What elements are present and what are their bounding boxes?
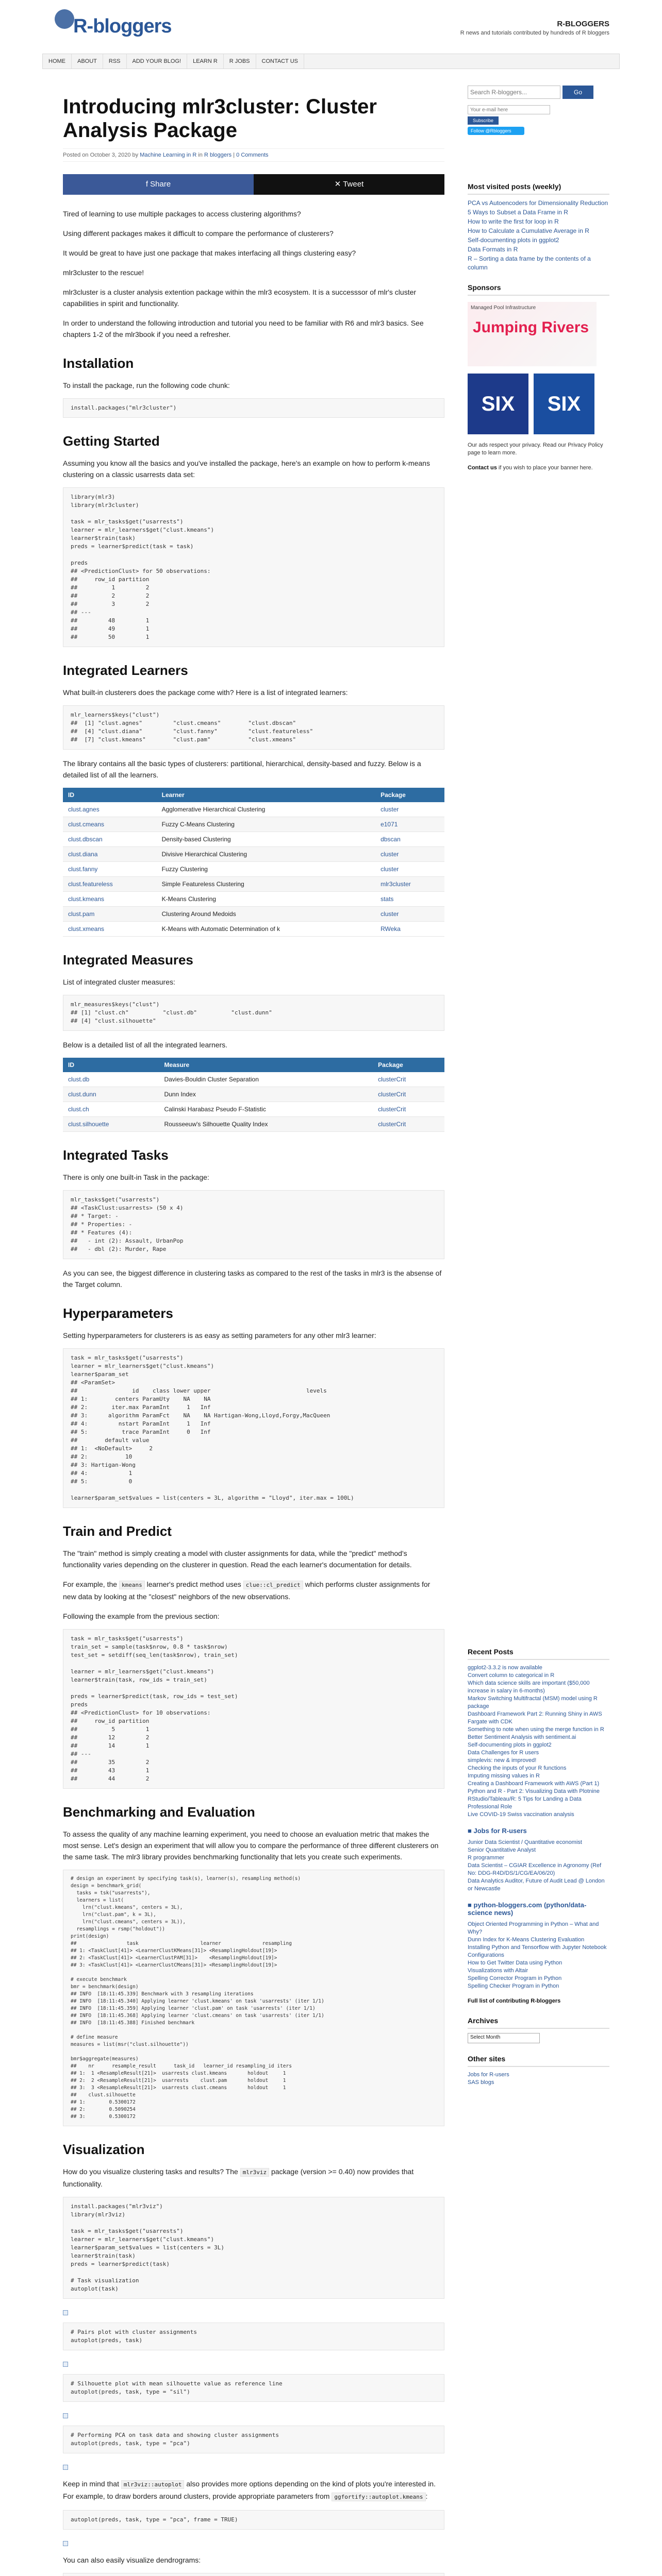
search-button[interactable]: Go <box>562 86 593 99</box>
ad-small-text: Managed Pool Infrastructure <box>471 305 536 311</box>
cell-id[interactable]: clust.agnes <box>63 802 157 817</box>
install-text: To install the package, run the following code chunk: <box>63 381 230 389</box>
heading-visualization: Visualization <box>63 2142 145 2157</box>
cell-id[interactable]: clust.featureless <box>63 877 157 892</box>
text-span: which performs cluster assignments for new data by looking at the "closest" neighbors of the new observations. <box>63 1580 431 1601</box>
python-post-item[interactable]: Spelling Corrector Program in Python <box>468 1975 562 1981</box>
cell-id[interactable]: clust.ch <box>63 1102 159 1117</box>
intro-p4[interactable]: mlr3cluster to the rescue! <box>63 268 144 277</box>
logo-globe-icon <box>55 9 74 29</box>
nav-add-blog[interactable]: ADD YOUR BLOG! <box>127 54 188 69</box>
recent-post-item[interactable]: Dashboard Framework Part 2: Running Shiny in AWS Fargate with CDK <box>468 1711 602 1725</box>
python-post-item[interactable]: How to Get Twitter Data using Python <box>468 1960 562 1966</box>
hyper-text: Setting hyperparameters for clusterers is as easy as setting parameters for any other mlr3 learner: <box>63 1331 376 1340</box>
train-text-2 <box>63 1579 444 1602</box>
sponsors-heading: Sponsors <box>468 283 609 296</box>
code-install: install.packages("mlr3cluster") <box>63 398 444 418</box>
cell-package[interactable]: dbscan <box>375 832 444 847</box>
main-nav <box>42 54 620 69</box>
heading-getting-started: Getting Started <box>63 433 160 449</box>
inline-code: clue::cl_predict <box>243 1581 303 1589</box>
category-link[interactable]: R bloggers <box>204 152 232 158</box>
recent-post-item[interactable]: Data Challenges for R users <box>468 1750 539 1756</box>
cell-name: Fuzzy C-Means Clustering <box>157 817 375 832</box>
heading-benchmarking: Benchmarking and Evaluation <box>63 1804 255 1820</box>
recent-post-item[interactable]: Which data science skills are important ($50,000 increase in salary in 6-months) <box>468 1680 590 1694</box>
nav-learn-r[interactable]: LEARN R <box>187 54 224 69</box>
table-header: Measure <box>159 1058 373 1072</box>
site-name: R-BLOGGERS <box>557 20 609 28</box>
table-row <box>63 862 444 877</box>
comments-link[interactable]: 0 Comments <box>236 152 269 158</box>
table-row <box>63 1102 444 1117</box>
bench-text: To assess the quality of any machine learning experiment, you need to choose an evaluation metric that makes the most sense. Let's design an experiment that will allow you to compare the performance of three different clusterers on the same task. The mlr3 library provides benchmarking functionality that lets you create such experiments. <box>63 1830 439 1861</box>
cell-id[interactable]: clust.fanny <box>63 862 157 877</box>
learners-text: What built-in clusterers does the package come with? Here is a list of integrated learners: <box>63 688 348 697</box>
cell-package[interactable]: cluster <box>375 802 444 817</box>
inline-code: mlr3viz <box>240 2168 269 2177</box>
recent-posts-list <box>468 1664 609 1819</box>
nav-rss[interactable]: RSS <box>103 54 127 69</box>
other-site-item[interactable]: Jobs for R-users <box>468 2072 509 2078</box>
sidebar <box>468 82 609 2087</box>
cell-id[interactable]: clust.dbscan <box>63 832 157 847</box>
site-header <box>42 0 620 52</box>
author-link[interactable]: Machine Learning in R <box>140 152 197 158</box>
most-visited-heading: Most visited posts (weekly) <box>468 182 609 195</box>
intro-p1: Tired of learning to use multiple packages to access clustering algorithms? <box>63 210 301 218</box>
recent-post-item[interactable]: Better Sentiment Analysis with sentiment.ai <box>468 1734 576 1740</box>
table-row <box>63 802 444 817</box>
broken-image-icon <box>63 2541 68 2546</box>
cell-id[interactable]: clust.silhouette <box>63 1117 159 1132</box>
table-header: Package <box>373 1058 444 1072</box>
intro-p6: In order to understand the following introduction and tutorial you need to be familiar with R6 and mlr3 basics. See chapters 1-2 of the mlr3book if you need a refresher. <box>63 319 424 338</box>
cell-package[interactable]: e1071 <box>375 817 444 832</box>
most-visited-list <box>468 199 609 272</box>
share-row-top <box>63 174 444 195</box>
facebook-icon: f <box>145 180 151 189</box>
nav-about[interactable]: ABOUT <box>72 54 103 69</box>
privacy-note: Our ads respect your privacy. Read our Privacy Policy page to learn more. <box>468 442 603 456</box>
jobs-heading-label: Jobs for R-users <box>473 1827 527 1835</box>
code-measures: mlr_measures$keys("clust") ## [1] "clust.ch" "clust.db" "clust.dunn" ## [4] "clust.silhouette" <box>63 995 444 1031</box>
measures-table <box>63 1058 444 1132</box>
most-visited-item[interactable]: Data Formats in R <box>468 246 518 253</box>
ad-big-text: Jumping Rivers <box>473 319 589 336</box>
table-row <box>63 847 444 862</box>
sponsor-ad-row <box>468 374 609 434</box>
broken-image-icon <box>63 2310 68 2315</box>
text-span: For example, the <box>63 1580 118 1588</box>
heading-installation: Installation <box>63 355 134 371</box>
text-span: also provides more options depending on the kind of plots you're interested in. For example, to draw borders around clusters, provide appropriate parameters from <box>63 2480 436 2500</box>
text-span: How do you visualize clustering tasks and results? The <box>63 2167 238 2176</box>
meta-sep: | <box>233 152 235 158</box>
cell-id[interactable]: clust.dunn <box>63 1087 159 1102</box>
table-row <box>63 892 444 907</box>
python-post-item[interactable]: Installing Python and Tensorflow with Jupyter Notebook Configurations <box>468 1944 607 1958</box>
cell-package[interactable]: stats <box>375 892 444 907</box>
most-visited-item[interactable]: Self-documenting plots in ggplot2 <box>468 236 559 244</box>
recent-posts-heading: Recent Posts <box>468 1648 609 1660</box>
python-post-item[interactable]: Dunn Index for K-Means Clustering Evaluation <box>468 1937 585 1943</box>
table-header: Package <box>375 788 444 802</box>
table-row <box>63 1087 444 1102</box>
meta-prefix: Posted on October 3, 2020 by <box>63 152 139 158</box>
vis-text-2 <box>63 2478 444 2503</box>
cell-name: Density-based Clustering <box>157 832 375 847</box>
recent-post-item[interactable]: Markov Switching Multifractal (MSM) model using R package <box>468 1696 598 1709</box>
cell-id[interactable]: clust.xmeans <box>63 922 157 937</box>
table-row <box>63 877 444 892</box>
cell-package[interactable]: RWeka <box>375 922 444 937</box>
code-vis-5: autoplot(preds, task, type = "pca", frame = TRUE) <box>63 2510 444 2530</box>
cell-id[interactable]: clust.diana <box>63 847 157 862</box>
code-vis-4: # Performing PCA on task data and showing cluster assignments autoplot(preds, task, type = "pca") <box>63 2426 444 2453</box>
heading-hyperparameters: Hyperparameters <box>63 1306 173 1321</box>
recent-post-item[interactable]: Convert column to categorical in R <box>468 1672 555 1679</box>
learners-table <box>63 788 444 937</box>
heading-integrated-learners: Integrated Learners <box>63 663 188 678</box>
text-span: package (version >= 0.40) now provides that functionality. <box>63 2167 414 2188</box>
recent-post-item[interactable]: Python and R - Part 2: Visualizing Data with Plotnine <box>468 1788 600 1794</box>
code-getting-started: library(mlr3) library(mlr3cluster) task = mlr_tasks$get("usarrests") learner = mlr_learners$get("clust.kmeans") learner$train(task) preds = learner$predict(task = task) preds ## <PredictionClust> for 50 observations: ## row_id partition ## 1 2 ## 2 2 ## 3 2 ## --- ## 48 1 ## 49 1 ## 50 1 <box>63 487 444 647</box>
search-row <box>468 86 609 99</box>
code-vis-2: # Pairs plot with cluster assignments autoplot(preds, task) <box>63 2323 444 2350</box>
cell-name: Clustering Around Medoids <box>157 907 375 922</box>
python-bloggers-heading[interactable] <box>468 1901 609 1917</box>
heading-integrated-measures: Integrated Measures <box>63 952 193 968</box>
cell-package[interactable]: clusterCrit <box>373 1087 444 1102</box>
job-item[interactable]: Data Analytics Auditor, Future of Audit Lead @ London or Newcastle <box>468 1878 605 1892</box>
intro-p5: mlr3cluster is a cluster analysis extention package within the mlr3 ecosystem. It is a successsor of mlr's cluster capabilities in spirit and functionality. <box>63 288 417 308</box>
recent-post-item[interactable]: Creating a Dashboard Framework with AWS (Part 1) <box>468 1781 600 1787</box>
most-visited-item[interactable]: PCA vs Autoencoders for Dimensionality Reduction <box>468 199 608 207</box>
tasks-text-2: As you can see, the biggest difference in clustering tasks as compared to the rest of the tasks in mlr3 is the absense of the Target column. <box>63 1269 442 1289</box>
recent-post-item[interactable]: RStudio/Tableau/R: 5 Tips for Landing a Data Professional Role <box>468 1796 582 1810</box>
table-header: Learner <box>157 788 375 802</box>
tasks-text: There is only one built-in Task in the package: <box>63 1173 209 1181</box>
vis-text-3: You can also easily visualize dendrograms: <box>63 2556 201 2564</box>
follow-twitter-button[interactable]: Follow @Rbloggers <box>468 127 524 135</box>
code-vis-3: # Silhouette plot with mean silhouette value as reference line autoplot(preds, task, type = "sil") <box>63 2374 444 2402</box>
measures-text: List of integrated cluster measures: <box>63 978 175 986</box>
recent-post-item[interactable]: Imputing missing values in R <box>468 1773 540 1779</box>
code-tasks: mlr_tasks$get("usarrests") ## <TaskClust:usarrests> (50 x 4) ## * Target: - ## * Properties: - ## * Features (4): ## - int (2): Assault, UrbanPop ## - dbl (2): Murder, Rape <box>63 1190 444 1259</box>
table-row <box>63 1117 444 1132</box>
broken-image-icon <box>63 2362 68 2367</box>
main-content <box>63 82 444 2576</box>
cell-name: Fuzzy Clustering <box>157 862 375 877</box>
job-item[interactable]: R programmer <box>468 1855 504 1861</box>
python-bloggers-list <box>468 1921 609 1990</box>
table-row <box>63 832 444 847</box>
table-header: ID <box>63 788 157 802</box>
cell-id[interactable]: clust.cmeans <box>63 817 157 832</box>
inline-code: kmeans <box>119 1581 145 1589</box>
cell-package[interactable]: clusterCrit <box>373 1117 444 1132</box>
recent-post-item[interactable]: Checking the inputs of your R functions <box>468 1765 567 1771</box>
sponsor-ad-six[interactable]: SIX <box>534 374 594 434</box>
cell-id[interactable]: clust.kmeans <box>63 892 157 907</box>
heading-train-predict: Train and Predict <box>63 1523 172 1539</box>
cell-package[interactable]: cluster <box>375 847 444 862</box>
broken-image-icon <box>63 2465 68 2470</box>
text-span: learner's predict method uses <box>146 1580 241 1588</box>
meta-in: in <box>198 152 203 158</box>
recent-post-item[interactable]: Live COVID-19 Swiss vaccination analysis <box>468 1811 574 1818</box>
page <box>42 0 620 2576</box>
code-benchmarking: # design an experiment by specifying task(s), learner(s), resampling method(s) design = benchmark_grid( tasks = tsk("usarrests"), learners = list( lrn("clust.kmeans", centers = 3L), lrn("clust.pam", k = 3L), lrn("clust.cmeans", centers = 3L)), resamplings = rsmp("holdout")) print(design) ## task learner resampling ## 1: <TaskClust[41]> <LearnerClustKMeans[31]> <ResamplingHoldout[19]> ## 2: <TaskClust[41]> <LearnerClustPAM[31]> <ResamplingHoldout[19]> ## 3: <TaskClust[41]> <LearnerClustCMeans[31]> <ResamplingHoldout[19]> # execute benchmark bmr = benchmark(design) ## INFO [18:11:45.339] Benchmark with 3 resampling iterations ## INFO [18:11:45.340] Applying learner 'clust.kmeans' on task 'usarrests' (iter 1/1) ## INFO [18:11:45.359] Applying learner 'clust.pam' on task 'usarrests' (iter 1/1) ## INFO [18:11:45.368] Applying learner 'clust.cmeans' on task 'usarrests' (iter 1/1) ## INFO [18:11:45.388] Finished benchmark # define measure measures = list(msr("clust.silhouette")) bmr$aggregate(measures) ## nr resample_result task_id learner_id resampling_id iters ## 1: 1 <ResampleResult[21]> usarrests clust.kmeans holdout 1 ## 2: 2 <ResampleResult[21]> usarrests clust.pam holdout 1 ## 3: 3 <ResampleResult[21]> usarrests clust.cmeans holdout 1 ## clust.silhouette ## 1: 0.5300172 ## 2: 0.5090254 ## 3: 0.5300172 <box>63 1870 444 2126</box>
cell-name: Calinski Harabasz Pseudo F-Statistic <box>159 1102 373 1117</box>
python-icon: ■ <box>468 1901 474 1909</box>
jobs-heading[interactable] <box>468 1827 609 1835</box>
recent-post-item[interactable]: Self-documenting plots in ggplot2 <box>468 1742 552 1748</box>
code-vis-1: install.packages("mlr3viz") library(mlr3viz) task = mlr_tasks$get("usarrests") learner = mlr_learners$get("clust.kmeans") learner$param_set$values = list(centers = 3L) learner$train(task) preds = learner$predict(task) # Task visualization autoplot(task) <box>63 2197 444 2299</box>
sponsor-ad-six[interactable]: SIX <box>468 374 528 434</box>
cell-package[interactable]: cluster <box>375 907 444 922</box>
cell-name: K-Means with Automatic Determination of k <box>157 922 375 937</box>
job-item[interactable]: Data Scientist – CGIAR Excellence in Agronomy (Ref No: DDG-R4D/DS/1/CG/EA/06/20) <box>468 1862 602 1876</box>
cell-name: Simple Featureless Clustering <box>157 877 375 892</box>
cell-name: Rousseeuw's Silhouette Quality Index <box>159 1117 373 1132</box>
most-visited-item[interactable]: 5 Ways to Subset a Data Frame in R <box>468 209 568 216</box>
cell-name: Divisive Hierarchical Clustering <box>157 847 375 862</box>
share-twitter-button[interactable] <box>254 174 444 195</box>
most-visited-item[interactable]: How to Calculate a Cumulative Average in R <box>468 227 589 234</box>
site-tagline: R news and tutorials contributed by hundreds of R bloggers <box>460 30 609 36</box>
sidebar-spacer <box>468 472 609 1636</box>
share-label: Share <box>150 180 171 189</box>
subscribe-button[interactable]: Subscribe <box>468 116 499 125</box>
cell-package[interactable]: mlr3cluster <box>375 877 444 892</box>
jobs-list <box>468 1839 609 1893</box>
inline-code: mlr3viz::autoplot <box>121 2480 185 2489</box>
cell-name: K-Means Clustering <box>157 892 375 907</box>
cell-package[interactable]: clusterCrit <box>373 1072 444 1087</box>
broken-image-icon <box>63 2413 68 2418</box>
twitter-icon: ✕ <box>334 180 343 189</box>
search-input[interactable] <box>468 86 560 99</box>
vis-text <box>63 2166 444 2190</box>
inline-code: ggfortify::autoplot.kmeans <box>332 2493 425 2501</box>
cell-id[interactable]: clust.pam <box>63 907 157 922</box>
code-hyperparameters: task = mlr_tasks$get("usarrests") learner = mlr_learners$get("clust.kmeans") learner$param_set ## <ParamSet> ## id class lower upper levels ## 1: centers ParamUty NA NA ## 2: iter.max ParamInt 1 Inf ## 3: algorithm ParamFct NA NA Hartigan-Wong,Lloyd,Forgy,MacQueen ## 4: nstart ParamInt 1 Inf ## 5: trace ParamInt 0 Inf ## default value ## 1: <NoDefault> 2 ## 2: 10 ## 3: Hartigan-Wong ## 4: 1 ## 5: 0 learner$param_set$values = list(centers = 3L, algorithm = "Lloyd", iter.max = 100L) <box>63 1348 444 1508</box>
nav-home[interactable]: HOME <box>43 54 72 69</box>
post-title: Introducing mlr3cluster: Cluster Analysis Package <box>63 95 377 142</box>
python-post-item[interactable]: Object Oriented Programming in Python – What and Why? <box>468 1921 599 1935</box>
code-vis-6 <box>63 2573 444 2576</box>
python-post-item[interactable]: Spelling Checker Program in Python <box>468 1983 559 1989</box>
other-sites-list <box>468 2071 609 2087</box>
cell-package[interactable]: clusterCrit <box>373 1102 444 1117</box>
text-span: : <box>425 2492 428 2500</box>
email-field[interactable] <box>468 105 550 114</box>
cell-id[interactable]: clust.db <box>63 1072 159 1087</box>
measures-text-2: Below is a detailed list of all the integrated learners. <box>63 1041 228 1049</box>
table-header: ID <box>63 1058 159 1072</box>
python-bloggers-label: python-bloggers.com (python/data-science news) <box>468 1901 587 1917</box>
contact-rest: if you wish to place your banner here. <box>498 465 593 471</box>
nav-contact[interactable]: CONTACT US <box>256 54 305 69</box>
jobs-icon: ■ <box>468 1827 474 1835</box>
job-item[interactable]: Senior Quantitative Analyst <box>468 1847 536 1853</box>
full-list-link[interactable]: Full list of contributing R-bloggers <box>468 1998 561 2004</box>
table-row <box>63 922 444 937</box>
cell-package[interactable]: cluster <box>375 862 444 877</box>
train-text-3: Following the example from the previous section: <box>63 1612 220 1620</box>
intro-p2: Using different packages makes it difficult to compare the performance of clusterers? <box>63 229 334 238</box>
share-facebook-button[interactable] <box>63 174 254 195</box>
site-logo[interactable]: R-bloggers <box>73 15 172 37</box>
recent-post-item[interactable]: Something to note when using the merge function in R <box>468 1726 604 1733</box>
cell-name: Dunn Index <box>159 1087 373 1102</box>
recent-post-item[interactable]: ggplot2-3.3.2 is now available <box>468 1665 542 1671</box>
recent-post-item[interactable]: simplevis: new & improved! <box>468 1757 537 1764</box>
cell-name: Davies-Bouldin Cluster Separation <box>159 1072 373 1087</box>
code-learners: mlr_learners$keys("clust") ## [1] "clust.agnes" "clust.cmeans" "clust.dbscan" ## [4] "clust.diana" "clust.fanny" "clust.featureless" ## [7] "clust.kmeans" "clust.pam" "clust.xmeans" <box>63 705 444 750</box>
job-item[interactable]: Junior Data Scientist / Quantitative economist <box>468 1839 582 1845</box>
archives-heading: Archives <box>468 2016 609 2029</box>
table-row <box>63 1072 444 1087</box>
cell-name: Agglomerative Hierarchical Clustering <box>157 802 375 817</box>
heading-integrated-tasks: Integrated Tasks <box>63 1147 169 1163</box>
intro-p3: It would be great to have just one package that makes interfacing all things clustering easy? <box>63 249 356 257</box>
text-span: Keep in mind that <box>63 2480 119 2488</box>
most-visited-item[interactable]: How to write the first for loop in R <box>468 218 559 225</box>
other-sites-heading: Other sites <box>468 2055 609 2067</box>
train-text: The "train" method is simply creating a model with cluster assignments for data, while the "predict" method's functionality varies depending on the clusterer in question. Read the each learner's documentation for details. <box>63 1549 412 1569</box>
python-post-item[interactable]: Visualizations with Altair <box>468 1968 528 1974</box>
table-row <box>63 817 444 832</box>
nav-r-jobs[interactable]: R JOBS <box>224 54 256 69</box>
table-row <box>63 907 444 922</box>
start-text: Assuming you know all the basics and you've installed the package, here's an example on how to perform k-means clustering on a classic usarrests data set: <box>63 459 430 479</box>
code-train-predict: task = mlr_tasks$get("usarrests") train_set = sample(task$nrow, 0.8 * task$nrow) test_set = setdiff(seq_len(task$nrow), train_set) learner = mlr_learners$get("clust.kmeans") learner$train(task, row_ids = train_set) preds = learner$predict(task, row_ids = test_set) preds ## <PredictionClust> for 10 observations: ## row_id partition ## 5 1 ## 12 2 ## 14 1 ## --- ## 35 2 ## 43 1 ## 44 2 <box>63 1629 444 1789</box>
contact-link[interactable]: Contact us <box>468 465 497 471</box>
sponsor-ad-jumping-rivers[interactable] <box>468 302 597 366</box>
archives-select[interactable]: Select Month <box>468 2033 540 2043</box>
other-site-item[interactable]: SAS blogs <box>468 2079 494 2086</box>
contact-note <box>468 464 609 472</box>
tweet-label: Tweet <box>343 180 364 189</box>
post-meta <box>63 148 444 162</box>
learners-text-2: The library contains all the basic types of clusterers: partitional, hierarchical, density-based and fuzzy. Below is a detailed list of all the learners. <box>63 759 421 779</box>
most-visited-item[interactable]: R – Sorting a data frame by the contents of a column <box>468 255 591 271</box>
